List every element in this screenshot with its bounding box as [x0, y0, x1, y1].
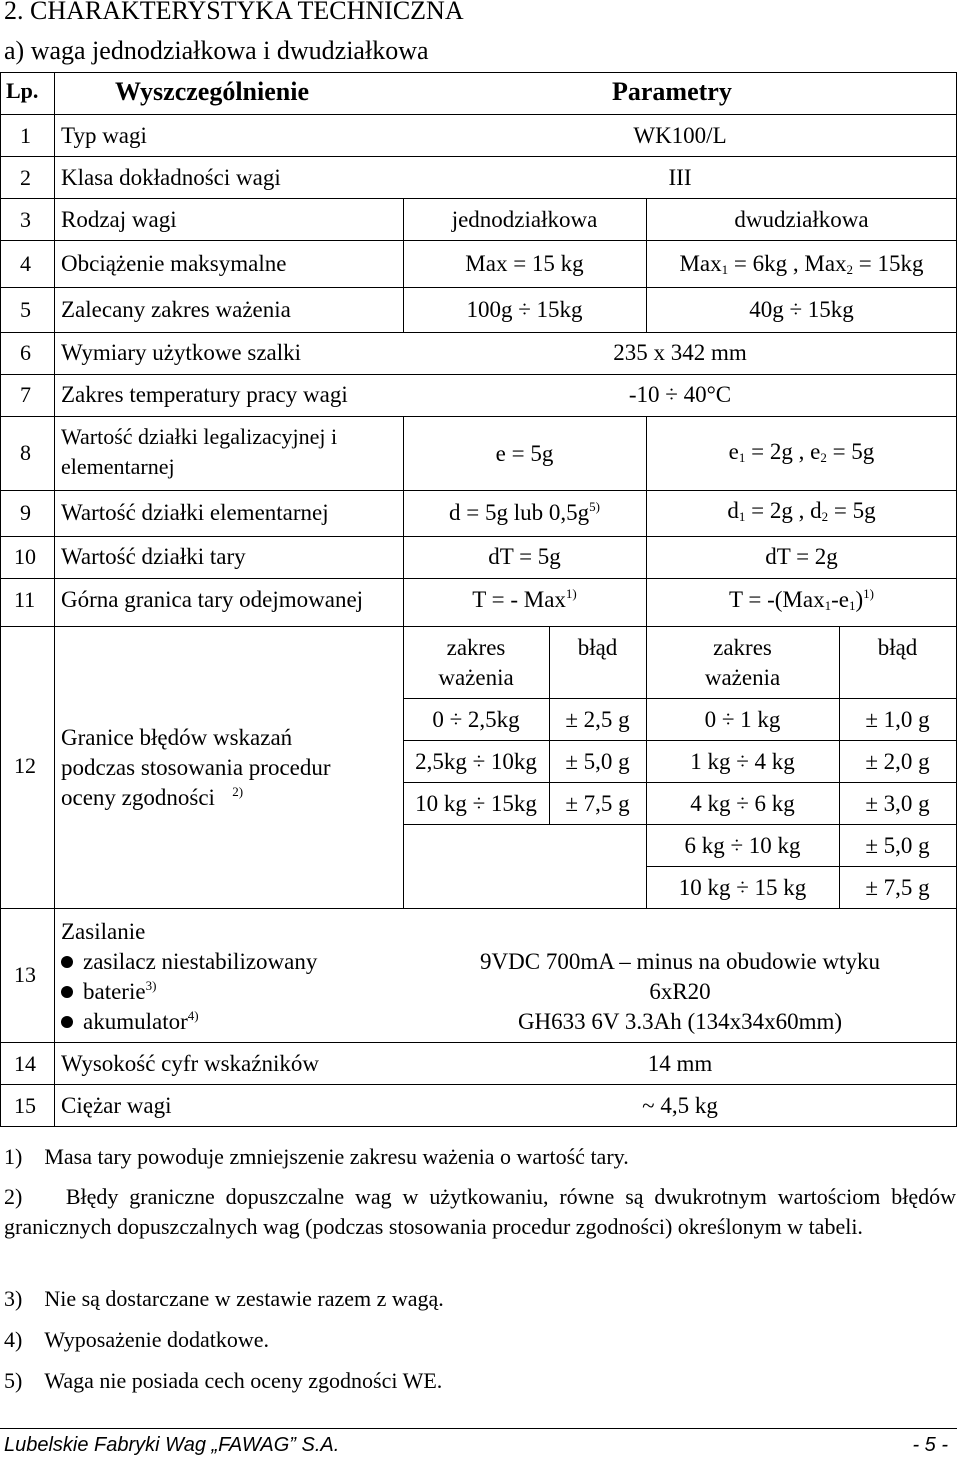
row-value: 14 mm: [647, 1051, 713, 1076]
row-number: 8: [20, 440, 31, 465]
footnote: 1) Masa tary powoduje zmniejszenie zakresu ważenia o wartość tary.: [4, 1144, 629, 1169]
row-label: Zakres temperatury pracy wagi: [61, 382, 348, 407]
row-label: Rodzaj wagi: [61, 207, 177, 232]
row-label: Klasa dokładności wagi: [61, 165, 281, 190]
single-interval-value: d = 5g lub $0,5g^{5)}$: [449, 499, 600, 525]
row-label: elementarnej: [61, 454, 175, 479]
single-interval-value: e = 5g: [495, 441, 554, 466]
row-label: Wartość działki tary: [61, 544, 246, 569]
header-params: Parametry: [612, 77, 732, 106]
row-number: 12: [14, 753, 36, 778]
col-range-header: ważenia: [704, 665, 781, 690]
bullet-icon: [61, 1016, 73, 1028]
row-number: 9: [20, 500, 31, 525]
row-label: Obciążenie maksymalne: [61, 251, 287, 276]
col-error-header: błąd: [877, 635, 918, 660]
row-label: Zasilanie: [61, 919, 146, 944]
dual-interval-value: $d_1 = 2g$ , $d_2 = 5g$: [727, 498, 876, 524]
row-label: Wartość działki elementarnej: [61, 500, 329, 525]
row-label: Wysokość cyfr wskaźników: [61, 1051, 319, 1076]
footnote: 4) Wyposażenie dodatkowe.: [4, 1327, 270, 1352]
col-range-header: zakres: [446, 635, 506, 660]
row-number: 1: [20, 123, 31, 148]
section-subtitle: a) waga jednodziałkowa i dwudziałkowa: [4, 36, 429, 65]
page-number: - 5 -: [912, 1434, 948, 1456]
section-title: 2. CHARAKTERYSTYKA TECHNICZNA: [4, 0, 464, 25]
col-range-header: zakres: [713, 635, 772, 660]
row-number: 11: [14, 587, 36, 612]
list-item: zasilacz niestabilizowany: [61, 950, 317, 973]
col-error-header: błąd: [577, 635, 618, 660]
range-cell: 10 kg ÷ 15kg: [415, 791, 537, 816]
dual-interval-value: $T = -(Max_1-e_1)^{1)}$: [729, 586, 874, 613]
list-item: baterie$^{3)}$: [61, 980, 156, 1003]
single-interval-value: dT = 5g: [488, 544, 561, 569]
footnote: 2) Błędy graniczne dopuszczalne wag w użytkowaniu, równe są dwukrotnym wartościom błędów granicznych dopuszczalnych wag (podczas stosowania procedur zgodności) określonym w tabeli.: [4, 1184, 956, 1239]
row-number: 14: [14, 1051, 36, 1076]
header-item: Wyszczególnienie: [115, 77, 309, 106]
row-number: 13: [14, 962, 36, 987]
row-number: 3: [20, 207, 31, 232]
row-value: III: [668, 165, 692, 190]
row-label: Wymiary użytkowe szalki: [61, 340, 302, 365]
footnote: 3) Nie są dostarczane w zestawie razem z wagą.: [4, 1286, 444, 1311]
footnote: 5) Waga nie posiada cech oceny zgodności WE.: [4, 1368, 443, 1393]
dual-interval-value: 40g ÷ 15kg: [749, 297, 854, 322]
error-cell: ± 7,5 g: [865, 875, 930, 900]
row-label: podczas stosowania procedur: [61, 755, 331, 780]
power-supply-value: 9VDC 700mA – minus na obudowie wtyku: [480, 949, 880, 974]
footer-divider: [0, 1428, 957, 1429]
list-item: akumulator$^{4)}$: [61, 1010, 199, 1033]
range-cell: 10 kg ÷ 15 kg: [678, 875, 807, 900]
row-value: -10 ÷ 40°C: [628, 382, 732, 407]
row-number: 5: [20, 297, 31, 322]
range-cell: 6 kg ÷ 10 kg: [684, 833, 801, 858]
single-interval-value: T = - Max$^{1)}$: [472, 586, 577, 612]
row-label: Typ wagi: [61, 123, 147, 148]
dual-interval-value: dT = 2g: [765, 544, 838, 569]
single-interval-value: jednodziałkowa: [451, 207, 598, 232]
row-value: 235 x 342 mm: [613, 340, 747, 365]
row-label: Granice błędów wskazań: [61, 725, 293, 750]
row-number: 6: [20, 340, 31, 365]
row-number: 15: [14, 1093, 36, 1118]
bullet-icon: [61, 986, 73, 998]
range-cell: 0 ÷ 1 kg: [704, 707, 781, 732]
error-cell: ± 3,0 g: [865, 791, 930, 816]
range-cell: 1 kg ÷ 4 kg: [690, 749, 795, 774]
range-cell: 2,5kg ÷ 10kg: [415, 749, 537, 774]
battery-value: 6xR20: [649, 979, 711, 1004]
range-cell: 4 kg ÷ 6 kg: [690, 791, 795, 816]
footer-company: Lubelskie Fabryki Wag „FAWAG” S.A.: [4, 1434, 340, 1456]
accumulator-value: GH633 6V 3.3Ah (134x34x60mm): [517, 1009, 843, 1034]
dual-interval-value: $e_1 = 2g$ , $e_2 = 5g$: [728, 439, 875, 465]
range-cell: 0 ÷ 2,5kg: [432, 707, 520, 732]
row-number: 4: [20, 251, 31, 276]
row-label: Górna granica tary odejmowanej: [61, 587, 364, 612]
row-label: Zalecany zakres ważenia: [61, 297, 291, 322]
error-cell: ± 2,5 g: [565, 707, 630, 732]
error-cell: ± 2,0 g: [865, 749, 930, 774]
row-value: ~ 4,5 kg: [642, 1093, 718, 1118]
row-label: Wartość działki legalizacyjnej i: [61, 424, 338, 449]
row-value: WK100/L: [633, 123, 727, 148]
error-cell: ± 1,0 g: [865, 707, 930, 732]
row-number: 10: [14, 544, 36, 569]
row-label: oceny zgodności $^{2)}$: [61, 784, 244, 810]
row-number: 7: [20, 382, 31, 407]
single-interval-value: Max = 15 kg: [465, 251, 584, 276]
dual-interval-value: Max$_1$ = 6kg , Max$_2$ = 15kg: [679, 251, 924, 277]
bullet-icon: [61, 956, 73, 968]
error-cell: ± 7,5 g: [565, 791, 630, 816]
error-cell: ± 5,0 g: [865, 833, 930, 858]
row-number: 2: [20, 165, 31, 190]
error-cell: ± 5,0 g: [565, 749, 630, 774]
col-range-header: ważenia: [438, 665, 514, 690]
dual-interval-value: dwudziałkowa: [734, 207, 869, 232]
header-lp: Lp.: [6, 78, 39, 103]
single-interval-value: 100g ÷ 15kg: [466, 297, 583, 322]
row-label: Ciężar wagi: [61, 1093, 172, 1118]
